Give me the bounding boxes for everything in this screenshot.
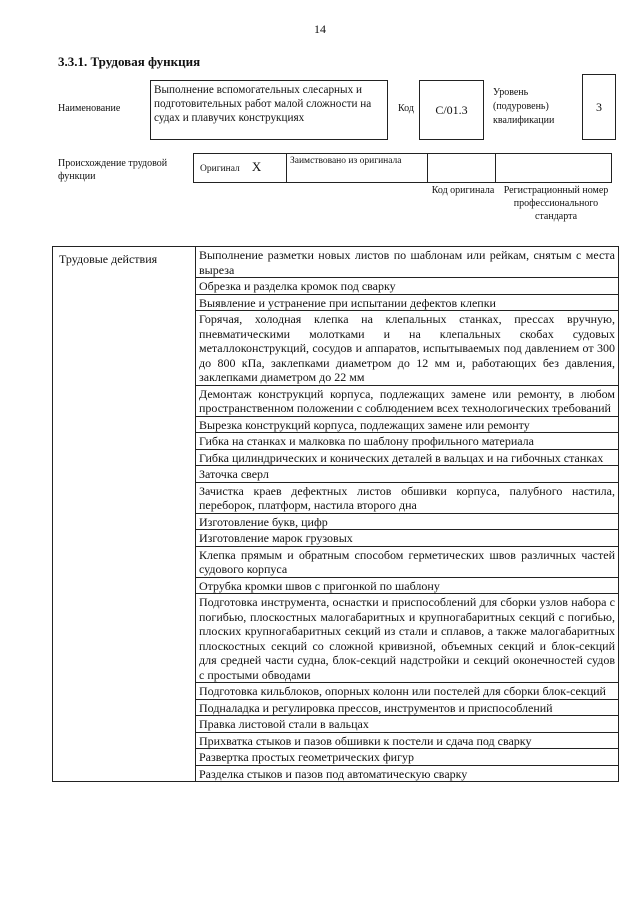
section-title: 3.3.1. Трудовая функция xyxy=(58,54,201,69)
labor-action-item: Подготовка кильблоков, опорных колонн или постелей для сборки блок-секций xyxy=(196,683,619,700)
actions-header: Трудовые действия xyxy=(53,247,196,782)
qualification-level-box: 3 xyxy=(582,74,616,140)
labor-action-item: Развертка простых геометрических фигур xyxy=(196,749,619,766)
reg-number-label: Регистрационный номер профессионального стандарта xyxy=(503,185,609,222)
labor-action-item: Подготовка инструмента, оснастки и приспособлений для сборки узлов набора с погибью, плоскостных малогабаритных и крупногабаритных секций с погибью, плоских крупногабаритных секций из стали и сплавов, а также малогабаритных плоскостных секций со сложной кривизной, объемных секций и блок-секций для средней части судна, блок-секций надстройки и секций оконечностей судов с простыми обводами xyxy=(196,594,619,683)
labor-action-item: Горячая, холодная клепка на клепальных станках, прессах вручную, пневматическими молотками и на клепальных скобах судовых металлоконструкций, сосудов и аппаратов, испытываемых под давлением от 300 до 800 кПа, заклепками диаметром до 12 мм и, работающих без давления, заклепками диаметром до 22 мм xyxy=(196,311,619,386)
original-mark: X xyxy=(251,159,262,174)
labor-action-item: Выявление и устранение при испытании дефектов клепки xyxy=(196,294,619,311)
labor-action-item: Подналадка и регулировка прессов, инструментов и приспособлений xyxy=(196,699,619,716)
labor-action-item: Демонтаж конструкций корпуса, подлежащих замене или ремонту, в любом пространственном положении с соблюдением всех технологических требований xyxy=(196,385,619,416)
labor-action-item: Отрубка кромки швов с пригонкой по шаблону xyxy=(196,577,619,594)
code-original-cell xyxy=(428,154,496,183)
original-cell xyxy=(194,154,287,183)
labor-action-item: Выполнение разметки новых листов по шаблонам или рейкам, снятым с места выреза xyxy=(196,247,619,278)
labor-action-item: Обрезка и разделка кромок под сварку xyxy=(196,278,619,295)
origin-table xyxy=(193,153,612,183)
origin-label: Происхождение трудовой функции xyxy=(58,158,168,182)
page-number: 14 xyxy=(314,22,326,36)
level-label-line-1: Уровень xyxy=(493,87,529,98)
function-name-box: Выполнение вспомогательных слесарных и подготовительных работ малой сложности на судах и плавучих конструкциях xyxy=(150,80,388,140)
qualification-level-label xyxy=(493,86,554,128)
code-label: Код xyxy=(398,103,414,114)
labor-action-item: Изготовление марок грузовых xyxy=(196,530,619,547)
labor-action-item: Клепка прямым и обратным способом герметических швов различных частей судового корпуса xyxy=(196,546,619,577)
labor-action-item: Прихватка стыков и пазов обшивки к постели и сдача под сварку xyxy=(196,732,619,749)
original-label: Оригинал xyxy=(200,164,240,174)
level-label-line-3: квалификации xyxy=(493,115,555,126)
labor-action-item: Вырезка конструкций корпуса, подлежащих замене или ремонту xyxy=(196,416,619,433)
labor-actions-table xyxy=(52,246,619,782)
reg-number-cell xyxy=(496,154,612,183)
borrowed-cell: Заимствовано из оригинала xyxy=(287,154,428,183)
labor-action-item: Правка листовой стали в вальцах xyxy=(196,716,619,733)
labor-action-item: Изготовление букв, цифр xyxy=(196,513,619,530)
labor-action-item: Разделка стыков и пазов под автоматическую сварку xyxy=(196,765,619,782)
name-label: Наименование xyxy=(58,103,121,114)
code-original-label: Код оригинала xyxy=(431,185,495,196)
labor-action-item: Заточка сверл xyxy=(196,466,619,483)
table-row xyxy=(53,247,619,278)
labor-action-item: Зачистка краев дефектных листов обшивки корпуса, палубного настила, переборок, платформ, настила второго дна xyxy=(196,482,619,513)
function-code-box: C/01.3 xyxy=(419,80,484,140)
labor-action-item: Гибка на станках и малковка по шаблону профильного материала xyxy=(196,433,619,450)
labor-action-item: Гибка цилиндрических и конических деталей в вальцах и на гибочных станках xyxy=(196,449,619,466)
level-label-line-2: (подуровень) xyxy=(493,101,549,112)
